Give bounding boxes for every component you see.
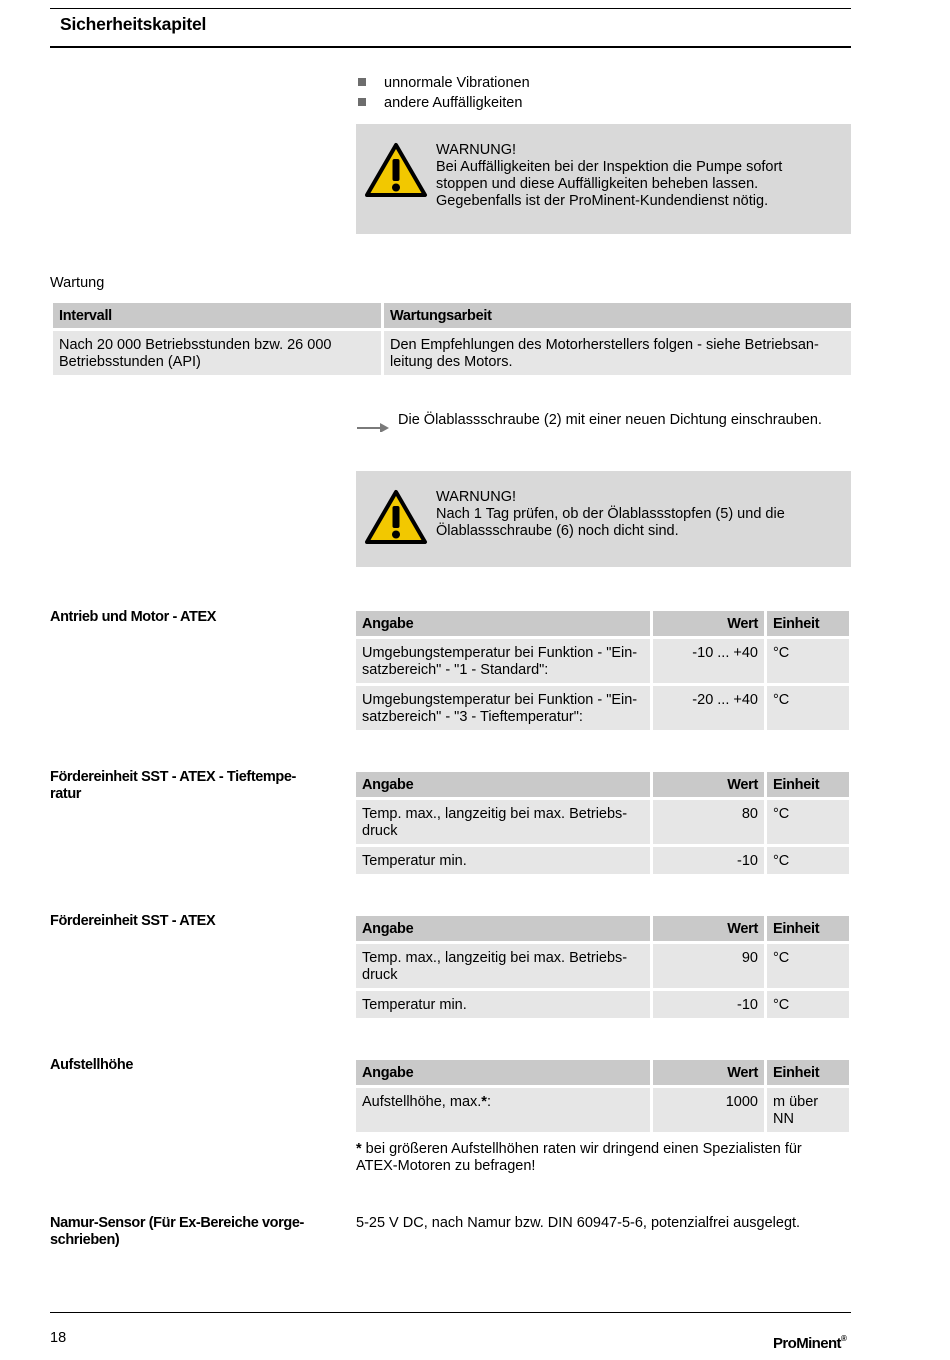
namur-text: 5-25 V DC, nach Namur bzw. DIN 60947-5-6, potenzialfrei ausgelegt. <box>356 1215 801 1231</box>
warning-line: Bei Auffälligkeiten bei der Inspektion die Pumpe sofort <box>436 159 783 175</box>
table-cell: °C <box>767 800 849 844</box>
table-cell: -10 <box>653 847 764 874</box>
table-cell: Umgebungstemperatur bei Funktion - "Ein- satzbereich" - "1 - Standard": <box>356 639 650 683</box>
table-cell: 90 <box>653 944 764 988</box>
warning-box <box>356 124 851 234</box>
table-cell: °C <box>767 991 849 1018</box>
column-header: Angabe <box>356 772 650 797</box>
sst-table <box>353 913 852 1021</box>
bullet-list <box>356 73 836 113</box>
header-top-rule <box>50 8 851 9</box>
table-cell: 80 <box>653 800 764 844</box>
warning-title: WARNUNG! <box>436 489 517 505</box>
table-row <box>356 1088 849 1132</box>
warning-text <box>436 142 811 210</box>
warning-box <box>356 471 851 567</box>
table-cell: m über NN <box>767 1088 849 1132</box>
arrow-right-icon <box>356 416 392 432</box>
table-cell: -10 ... +40 <box>653 639 764 683</box>
sst-tieftemperatur-table <box>353 769 852 877</box>
warning-triangle-icon <box>364 142 428 198</box>
column-header: Angabe <box>356 916 650 941</box>
section-label-namur: Namur-Sensor (Für Ex-Bereiche vorge- schrieben) <box>50 1215 304 1248</box>
table-row <box>356 800 849 844</box>
table-header-row <box>356 611 849 636</box>
table-cell: Den Empfehlungen des Motorherstellers folgen - siehe Betriebsan- leitung des Motors. <box>384 331 851 375</box>
table-cell: Aufstellhöhe, max.*: <box>356 1088 650 1132</box>
table-cell: Temperatur min. <box>356 847 650 874</box>
warning-title: WARNUNG! <box>436 142 517 158</box>
table-cell: 1000 <box>653 1088 764 1132</box>
section-label-aufstellhoehe: Aufstellhöhe <box>50 1057 134 1073</box>
footnote: * bei größeren Aufstellhöhen raten wir dringend einen Spezialisten für ATEX-Motoren zu befragen! <box>356 1141 802 1174</box>
table-header-row <box>53 303 851 328</box>
warning-line: Nach 1 Tag prüfen, ob der Ölablassstopfen (5) und die <box>436 506 785 522</box>
wartung-table <box>50 300 854 378</box>
list-item: unnormale Vibrationen <box>356 73 836 93</box>
table-cell: Temp. max., langzeitig bei max. Betriebs- druck <box>356 944 650 988</box>
aufstellhoehe-table <box>353 1057 852 1135</box>
section-label-sst-tieftemperatur: Fördereinheit SST - ATEX - Tieftempe- ratur <box>50 769 296 802</box>
table-cell: °C <box>767 944 849 988</box>
column-header: Angabe <box>356 1060 650 1085</box>
table-row <box>356 686 849 730</box>
square-bullet-icon <box>358 78 366 86</box>
table-cell: -20 ... +40 <box>653 686 764 730</box>
square-bullet-icon <box>358 98 366 106</box>
warning-line: stoppen und diese Auffälligkeiten beheben lassen. <box>436 176 759 192</box>
prominent-logo: ProMinent® <box>773 1334 847 1352</box>
section-label-wartung: Wartung <box>50 275 105 291</box>
table-header-row <box>356 1060 849 1085</box>
section-label-antrieb: Antrieb und Motor - ATEX <box>50 609 216 625</box>
table-row <box>53 331 851 375</box>
header-bottom-rule <box>50 46 851 48</box>
table-header-row <box>356 772 849 797</box>
warning-text <box>436 489 811 540</box>
column-header: Wert <box>653 1060 764 1085</box>
column-header: Einheit <box>767 611 849 636</box>
table-cell: Temp. max., langzeitig bei max. Betriebs- druck <box>356 800 650 844</box>
column-header: Wert <box>653 772 764 797</box>
antrieb-table <box>353 608 852 733</box>
table-header-row <box>356 916 849 941</box>
table-cell: °C <box>767 639 849 683</box>
column-header: Einheit <box>767 1060 849 1085</box>
table-cell: °C <box>767 686 849 730</box>
column-header: Wert <box>653 611 764 636</box>
column-header: Intervall <box>53 303 381 328</box>
table-cell: -10 <box>653 991 764 1018</box>
section-label-sst: Fördereinheit SST - ATEX <box>50 913 216 929</box>
table-cell: Nach 20 000 Betriebsstunden bzw. 26 000 Betriebsstunden (API) <box>53 331 381 375</box>
list-item: andere Auffälligkeiten <box>356 93 836 113</box>
table-row <box>356 991 849 1018</box>
column-header: Wartungsarbeit <box>384 303 851 328</box>
column-header: Wert <box>653 916 764 941</box>
column-header: Einheit <box>767 772 849 797</box>
table-cell: Temperatur min. <box>356 991 650 1018</box>
page-title: Sicherheitskapitel <box>60 14 207 34</box>
table-cell: Umgebungstemperatur bei Funktion - "Ein- satzbereich" - "3 - Tieftemperatur": <box>356 686 650 730</box>
table-cell: °C <box>767 847 849 874</box>
column-header: Einheit <box>767 916 849 941</box>
instruction-text: Die Ölablassschraube (2) mit einer neuen Dichtung einschrauben. <box>398 412 822 428</box>
footer-rule <box>50 1312 851 1313</box>
table-row <box>356 639 849 683</box>
page-number: 18 <box>50 1330 67 1346</box>
table-row <box>356 847 849 874</box>
warning-line: Ölablassschraube (6) noch dicht sind. <box>436 523 679 539</box>
warning-line: Gegebenfalls ist der ProMinent-Kundendienst nötig. <box>436 193 769 209</box>
warning-triangle-icon <box>364 489 428 545</box>
table-row <box>356 944 849 988</box>
column-header: Angabe <box>356 611 650 636</box>
